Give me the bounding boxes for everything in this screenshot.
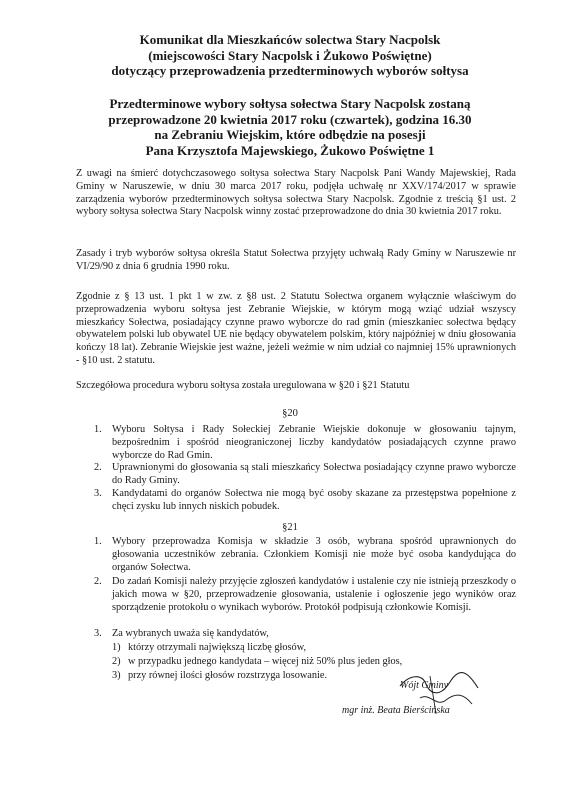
- s21-item-1-num: 1.: [94, 536, 102, 547]
- s21-item-2: Do zadań Komisji należy przyjęcie zgłoszeń kandydatów i ustalenie czy nie istnieją przeszkody o jakich mowa w §20, przeprowadzenie głosowania, ustalenie i ogłoszenie jego wyników oraz sporządzenie protokołu o wynikach wyborów. Protokół podpisują członkowie Komisji.: [112, 576, 516, 613]
- header-line-2: (miejscowości Stary Nacpolsk i Żukowo Poświętne): [148, 47, 432, 63]
- header-line-3: dotyczący przeprowadzenia przedterminowych wyborów sołtysa: [111, 63, 469, 78]
- s20-item-2: Uprawnionymi do głosowania są stali mieszkańcy Sołectwa posiadający czynne prawo wyborcze do Rady Gminy.: [112, 462, 516, 486]
- s21-item-3: Za wybranych uważa się kandydatów,: [112, 628, 269, 639]
- s21-sub-1: którzy otrzymali największą liczbę głosów,: [128, 642, 307, 653]
- s21-sub-3-num: 3): [112, 670, 121, 681]
- s21-sub-1-num: 1): [112, 642, 121, 653]
- paragraph-detail: Szczegółowa procedura wyboru sołtysa została uregulowana w §20 i §21 Statutu: [76, 380, 410, 391]
- header-title: [60, 32, 520, 79]
- s20-item-1-num: 1.: [94, 424, 102, 435]
- announcement-line-2: przeprowadzone 20 kwietnia 2017 roku (czwartek), godzina 16.30: [108, 111, 472, 127]
- s21-sub-3: przy równej ilości głosów rozstrzyga losowanie.: [128, 670, 328, 681]
- s21-sub-2: w przypadku jednego kandydata – więcej niż 50% plus jeden głos,: [128, 656, 403, 667]
- signature-name: mgr inż. Beata Bierścińska: [342, 705, 450, 716]
- header-line-1: Komunikat dla Mieszkańców solectwa Stary Nacpolsk: [139, 32, 441, 47]
- section-21-title: §21: [282, 522, 298, 533]
- announcement-line-1: Przedterminowe wybory sołtysa sołectwa Stary Nacpolsk zostaną: [109, 96, 471, 111]
- announcement-block: [60, 96, 520, 158]
- s20-item-1: Wyboru Sołtysa i Rady Sołeckiej Zebranie Wiejskie dokonuje w głosowaniu tajnym, bezpośrednim i spośród nieograniczonej liczby kandydatów posiadających czynne prawo wyborcze do Rad Gmin.: [112, 424, 516, 461]
- s21-item-2-num: 2.: [94, 576, 102, 587]
- paragraph-intro: Z uwagi na śmierć dotychczasowego sołtysa sołectwa Stary Nacpolsk Pani Wandy Majewskiej, Rada Gminy w Naruszewie, w dniu 30 marca 2017 roku, podjęła uchwałę nr XXV/174/2017 w sprawie zarządzenia wyborów przedterminowych sołtysa sołectwa Stary Nacpolsk. Zgodnie z treścią §1 ust. 2 wybory sołtysa sołectwa Stary Nacpolsk winny zostać przeprowadzone do dnia 30 kwietnia 2017 roku.: [76, 168, 516, 218]
- announcement-line-4: Pana Krzysztofa Majewskiego, Żukowo Poświętne 1: [145, 142, 435, 158]
- announcement-line-3: na Zebraniu Wiejskim, które odbędzie na posesji: [154, 127, 426, 142]
- s20-item-3: Kandydatami do organów Sołectwa nie mogą być osoby skazane za przestępstwa popełnione z chęci zysku lub innych niskich pobudek.: [112, 488, 516, 512]
- s21-sub-2-num: 2): [112, 656, 121, 667]
- s20-item-2-num: 2.: [94, 462, 102, 473]
- s21-item-3-num: 3.: [94, 628, 102, 639]
- paragraph-procedure: Zgodnie z § 13 ust. 1 pkt 1 w zw. z §8 ust. 2 Statutu Sołectwa organem wyłącznie właściwym do przeprowadzenia wyboru sołtysa jest Zebranie Wiejskie, w którym mogą wziąć udział wszyscy mieszkańcy Sołectwa, posiadający czynne prawo wyborcze do rad gmin (mieszkaniec sołectwa będący obywatelem polski lub obywatel UE nie będący obywatelem polskim, który najpóźniej w dniu głosowania kończy 18 lat). Zebranie Wiejskie jest ważne, jeżeli weźmie w nim udział co najmniej 15% uprawnionych - §10 ust. 2 statutu.: [76, 291, 516, 366]
- s21-item-1: Wybory przeprowadza Komisja w składzie 3 osób, wybrana spośród uprawnionych do głosowania uczestników zebrania. Członkiem Komisji nie może być osoba kandydująca do organów Sołectwa.: [112, 536, 516, 573]
- paragraph-rules: Zasady i tryb wyborów sołtysa określa Statut Sołectwa przyjęty uchwałą Rady Gminy w Naruszewie nr VI/29/90 z dnia 6 grudnia 1990 roku.: [76, 248, 516, 272]
- signature-role: Wójt Gminy: [400, 680, 449, 691]
- s20-item-3-num: 3.: [94, 488, 102, 499]
- section-20-title: §20: [282, 408, 298, 419]
